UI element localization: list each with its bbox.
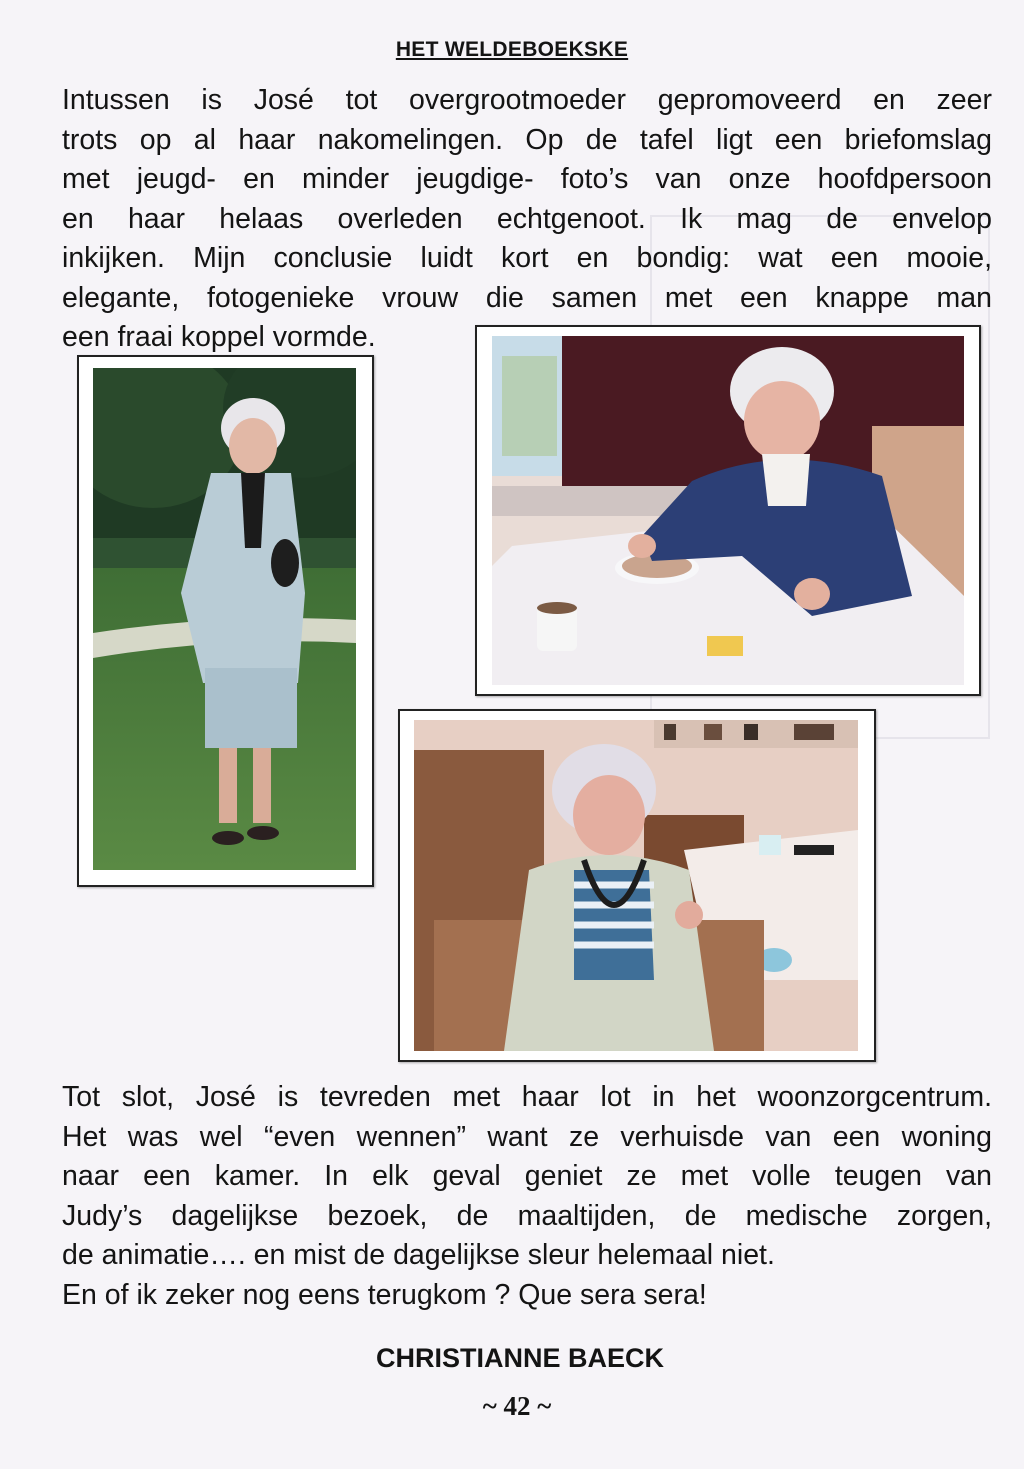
text-line: Intussen is José tot overgrootmoeder gepromoveerd en zeer xyxy=(62,84,992,116)
page-header: HET WELDEBOEKSKE xyxy=(395,38,629,61)
text-line: met jeugd- en minder jeugdige- foto’s van onze hoofdpersoon xyxy=(62,163,992,195)
photo-dining-image xyxy=(492,336,964,685)
photo-young-image xyxy=(93,368,356,870)
text-line: en haar helaas overleden echtgenoot. Ik mag de envelop xyxy=(62,202,992,235)
text-line: Judy’s dagelijkse bezoek, de maaltijden, de medische zorgen, xyxy=(62,1199,992,1232)
photo-frame-dining xyxy=(475,325,981,696)
text-line: elegante, fotogenieke vrouw die samen met een knappe man xyxy=(62,281,992,314)
photo-young xyxy=(93,368,356,870)
intro-paragraph xyxy=(62,81,992,358)
photo-dining xyxy=(492,336,964,685)
text-line: trots op al haar nakomelingen. Op de tafel ligt een briefomslag xyxy=(62,123,992,156)
text-line: inkijken. Mijn conclusie luidt kort en bondig: wat een mooie, xyxy=(62,242,992,274)
text-line: En of ik zeker nog eens terugkom ? Que sera sera! xyxy=(62,1278,707,1311)
author-name: CHRISTIANNE BAECK xyxy=(375,1343,664,1373)
photo-chair-image xyxy=(414,720,858,1051)
photo-frame-young xyxy=(77,355,374,887)
text-line: Tot slot, José is tevreden met haar lot in het woonzorgcentrum. xyxy=(62,1081,992,1113)
text-line: naar een kamer. In elk geval geniet ze met volle teugen van xyxy=(62,1160,992,1192)
page-number: ~ 42 ~ xyxy=(482,1391,552,1421)
text-line: de animatie…. en mist de dagelijkse sleur helemaal niet. xyxy=(62,1239,775,1271)
text-line: Het was wel “even wennen” want ze verhuisde van een woning xyxy=(62,1120,992,1153)
photo-chair xyxy=(414,720,858,1051)
closing-paragraph xyxy=(62,1078,992,1315)
photo-frame-chair xyxy=(398,709,876,1062)
text-line: een fraai koppel vormde. xyxy=(62,321,376,353)
bleed-through-text xyxy=(900,770,1024,1070)
